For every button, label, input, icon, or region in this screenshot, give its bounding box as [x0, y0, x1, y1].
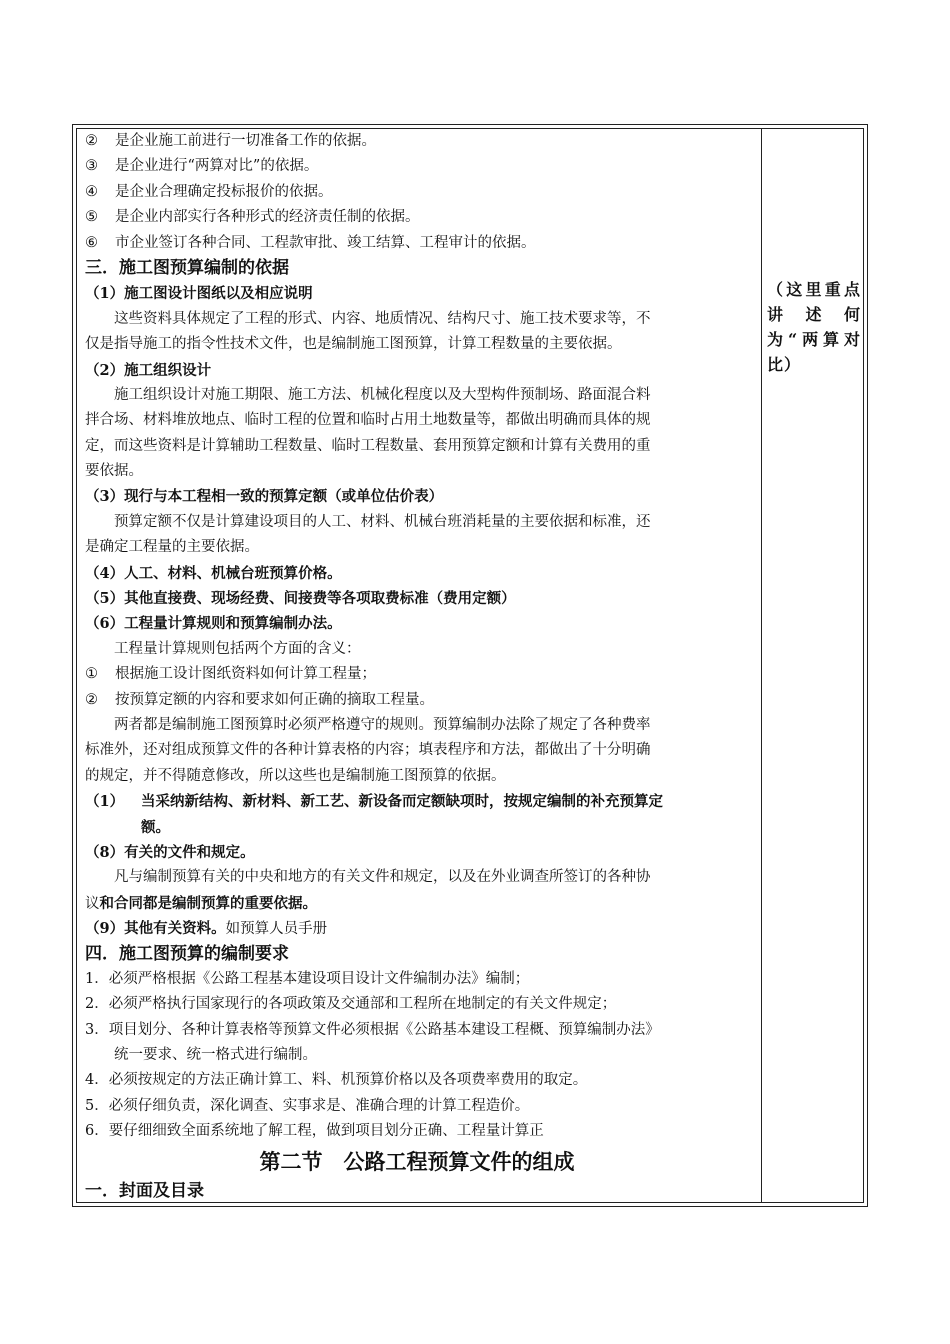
content-column	[85, 129, 749, 1204]
paragraph-line: 标准外，还对组成预算文件的各种计算表格的内容；填表程序和方法，都做出了十分明确	[85, 742, 651, 759]
paragraph-line: 预算定额不仅是计算建设项目的人工、材料、机械台班消耗量的主要依据和标准，还	[114, 513, 651, 530]
sub-heading: （1） 当采纳新结构、新材料、新工艺、新设备而定额缺项时，按规定编制的补充预算定	[85, 793, 663, 811]
list-item: ⑤ 是企业内部实行各种形式的经济责任制的依据。	[85, 209, 420, 226]
paragraph-line: 拌合场、材料堆放地点、临时工程的位置和临时占用土地数量等，都做出明确而具体的规	[85, 412, 651, 429]
list-item: ⑥ 市企业签订各种合同、工程款审批、竣工结算、工程审计的依据。	[85, 234, 536, 251]
paragraph-line: 要依据。	[85, 463, 143, 480]
chapter-section-title: 第二节 公路工程预算文件的组成	[259, 1148, 575, 1174]
table-inner-border	[76, 128, 864, 1203]
paragraph-line: 额。	[141, 818, 170, 836]
list-item: 1．必须严格根据《公路工程基本建设项目设计文件编制办法》编制；	[85, 970, 530, 987]
section-heading: 四．施工图预算的编制要求	[85, 943, 289, 964]
paragraph-line: 凡与编制预算有关的中央和地方的有关文件和规定，以及在外业调查所签订的各种协	[114, 869, 651, 886]
section-heading: 三．施工图预算编制的依据	[85, 257, 289, 278]
sub-heading: （2）施工组织设计	[85, 361, 212, 379]
sub-heading: （4）人工、材料、机械台班预算价格。	[85, 564, 342, 582]
sub-heading: （3）现行与本工程相一致的预算定额（或单位估价表）	[85, 488, 444, 506]
paragraph-line: 工程量计算规则包括两个方面的含义：	[114, 640, 361, 657]
paragraph-line: 定，而这些资料是计算辅助工程数量、临时工程数量、套用预算定额和计算有关费用的重	[85, 437, 651, 454]
list-item: 5．必须仔细负责，深化调查、实事求是、准确合理的计算工程造价。	[85, 1097, 530, 1114]
list-item: 4．必须按规定的方法正确计算工、料、机预算价格以及各项费率费用的取定。	[85, 1072, 588, 1089]
paragraph-line: 这些资料具体规定了工程的形式、内容、地质情况、结构尺寸、施工技术要求等，不	[114, 310, 651, 327]
paragraph-line: 议和合同都是编制预算的重要依据。	[85, 894, 317, 912]
list-item: ② 是企业施工前进行一切准备工作的依据。	[85, 133, 376, 149]
list-item: 统一要求、统一格式进行编制。	[114, 1047, 317, 1064]
list-item: 3．项目划分、各种计算表格等预算文件必须根据《公路基本建设工程概、预算编制办法》	[85, 1021, 660, 1038]
sub-heading: （1）施工图设计图纸以及相应说明	[85, 285, 313, 303]
sub-heading: （8）有关的文件和规定。	[85, 843, 255, 861]
paragraph-line: 的规定，并不得随意修改，所以这些也是编制施工图预算的依据。	[85, 767, 506, 784]
list-item: 2．必须严格执行国家现行的各项政策及交通部和工程所在地制定的有关文件规定；	[85, 996, 617, 1013]
list-item: 6．要仔细细致全面系统地了解工程，做到项目划分正确、工程量计算正	[85, 1123, 544, 1140]
list-item: ③ 是企业进行“两算对比”的依据。	[85, 158, 319, 175]
sub-heading: （6）工程量计算规则和预算编制办法。	[85, 615, 342, 633]
paragraph-line: 两者都是编制施工图预算时必须严格遵守的规则。预算编制办法除了规定了各种费率	[114, 716, 651, 733]
side-note: （这里重点讲述何为“两算对比）	[767, 280, 861, 374]
list-item: ② 按预算定额的内容和要求如何正确的摘取工程量。	[85, 691, 434, 708]
table-frame	[72, 124, 868, 1207]
sub-heading: （9）其他有关资料。如预算人员手册	[85, 920, 328, 938]
list-item: ④ 是企业合理确定投标报价的依据。	[85, 183, 333, 200]
paragraph-line: 是确定工程量的主要依据。	[85, 539, 259, 556]
section-heading: 一．封面及目录	[85, 1180, 204, 1201]
list-item: ① 根据施工设计图纸资料如何计算工程量；	[85, 666, 376, 683]
column-divider	[761, 129, 762, 1202]
paragraph-line: 仅是指导施工的指令性技术文件，也是编制施工图预算，计算工程数量的主要依据。	[85, 336, 622, 353]
paragraph-line: 施工组织设计对施工期限、施工方法、机械化程度以及大型构件预制场、路面混合料	[114, 386, 651, 403]
sub-heading: （5）其他直接费、现场经费、间接费等各项取费标准（费用定额）	[85, 590, 516, 608]
